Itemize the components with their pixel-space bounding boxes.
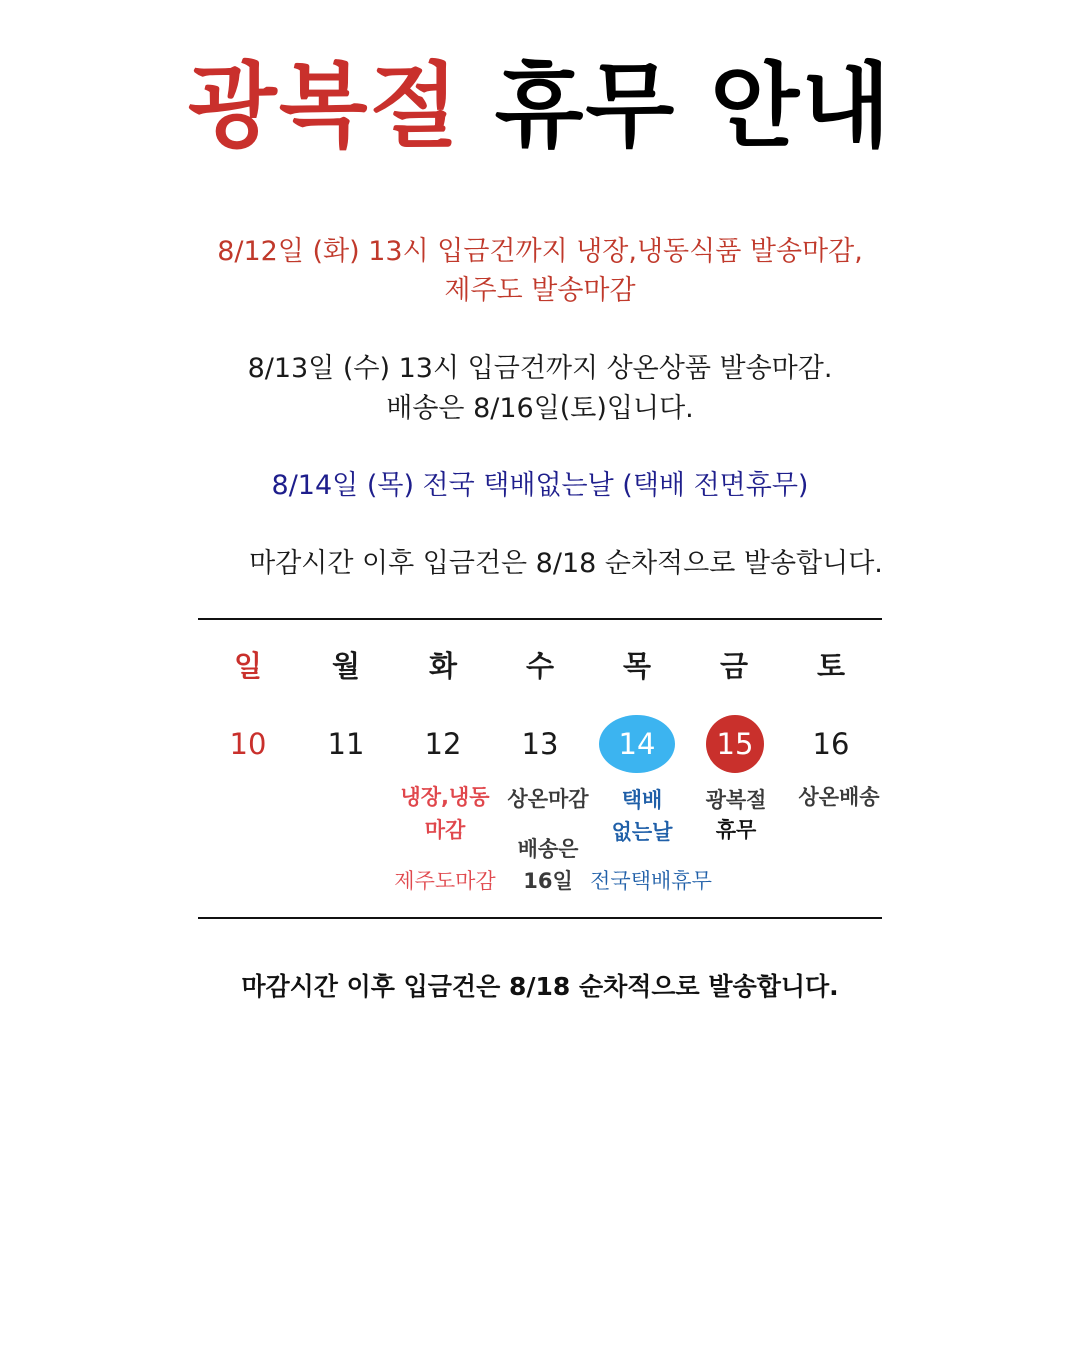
notice-2-line-1: 8/13일 (수) 13시 입금건까지 상온상품 발송마감. <box>247 353 833 384</box>
date-12: 12 <box>424 727 462 761</box>
thu-note-line-1: 택배 <box>621 788 663 812</box>
notice-1-line-2: 제주도 발송마감 <box>444 275 636 306</box>
calendar-bottom-divider <box>198 917 882 919</box>
fri-note-line-2: 휴무 <box>715 818 757 842</box>
notice-3: 8/14일 (목) 전국 택배없는날 (택배 전면휴무) <box>271 470 809 501</box>
notice-2-line-2: 배송은 8/16일(토)입니다. <box>386 393 694 424</box>
footer-notice: 마감시간 이후 입금건은 8/18 순차적으로 발송합니다. <box>241 972 839 1001</box>
date-11: 11 <box>327 727 365 761</box>
thu-note-line-3: 전국택배휴무 <box>590 869 712 893</box>
date-16: 16 <box>812 727 850 761</box>
page-title <box>0 52 1080 162</box>
tue-note-line-1: 냉장,냉동 <box>400 785 490 809</box>
title-closure-notice: 휴무 안내 <box>494 53 893 160</box>
fri-note-line-1: 광복절 <box>705 788 767 812</box>
calendar-top-divider <box>198 618 882 620</box>
notice-1-line-1: 8/12일 (화) 13시 입금건까지 냉장,냉동식품 발송마감, <box>217 236 863 267</box>
wed-note-line-3: 16일 <box>523 869 573 893</box>
date-14: 14 <box>618 727 656 761</box>
weekday-tue: 화 <box>428 649 457 683</box>
title-holiday-name: 광복절 <box>187 53 461 160</box>
wed-note-line-2: 배송은 <box>517 837 579 861</box>
tue-note-line-3: 제주도마감 <box>394 869 496 893</box>
weekday-sat: 토 <box>816 649 845 683</box>
wed-note-line-1: 상온마감 <box>507 787 589 811</box>
date-15: 15 <box>716 727 754 761</box>
weekday-fri: 금 <box>719 649 748 683</box>
sat-note-line-1: 상온배송 <box>798 785 880 809</box>
weekday-sun: 일 <box>233 649 262 683</box>
tue-note-line-2: 마감 <box>424 818 466 842</box>
thu-note-line-2: 없는날 <box>611 820 673 844</box>
notice-4: 마감시간 이후 입금건은 8/18 순차적으로 발송합니다. <box>249 548 883 579</box>
weekday-thu: 목 <box>622 649 651 683</box>
date-10: 10 <box>229 727 267 761</box>
weekday-mon: 월 <box>331 649 360 683</box>
date-13: 13 <box>521 727 559 761</box>
weekday-wed: 수 <box>525 649 554 683</box>
